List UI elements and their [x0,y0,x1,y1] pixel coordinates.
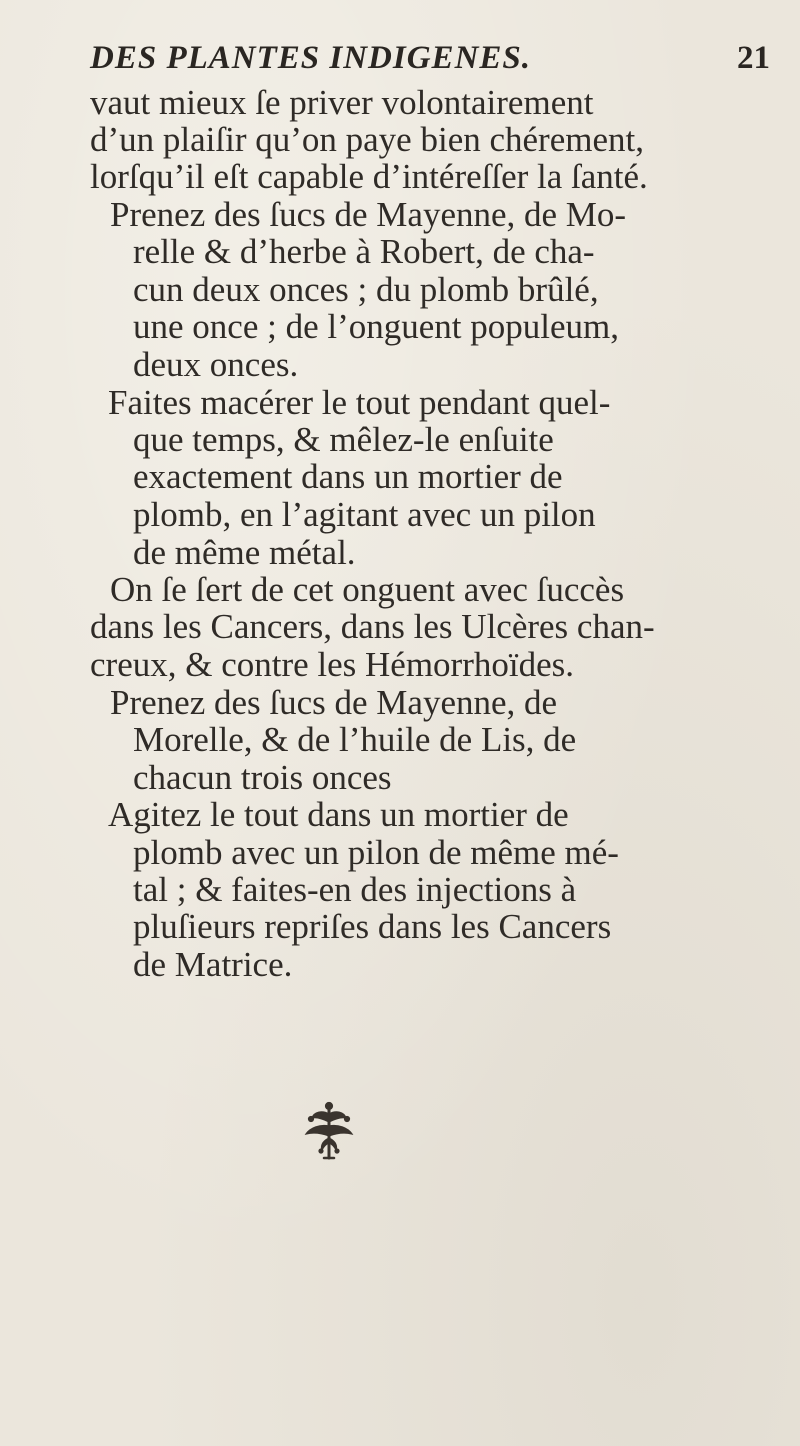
text-line: une once ; de l’onguent populeum, [133,307,619,346]
text-line: On ſe ſert de cet onguent avec ſuccès [110,570,625,609]
text-line: tal ; & faites-en des injections à [133,870,577,909]
text-line: vaut mieux ſe priver volontairement [90,83,594,122]
text-line: de Matrice. [133,945,293,984]
text-line: Faites macérer le tout pendant quel- [108,383,611,422]
text-line: pluſieurs repriſes dans les Cancers [133,907,612,946]
text-line: chacun trois onces [133,758,392,797]
text-line: Prenez des ſucs de Mayenne, de [110,683,558,722]
text-line: de même métal. [133,533,356,572]
text-line: plomb avec un pilon de même mé- [133,833,619,872]
text-line: que temps, & mêlez-le enſuite [133,420,554,459]
text-line: Agitez le tout dans un mortier de [108,795,569,834]
text-line: d’un plaiſir qu’on paye bien chérement, [90,120,644,159]
text-line: cun deux onces ; du plomb brûlé, [133,270,599,309]
text-line: dans les Cancers, dans les Ulcères chan- [90,607,655,646]
text-line: relle & d’herbe à Robert, de cha- [133,232,595,271]
text-line: lorſqu’il eſt capable d’intéreſſer la ſanté. [90,157,648,196]
page-number: 21 [737,40,770,76]
text-line: Morelle, & de l’huile de Lis, de [133,720,577,759]
text-line: creux, & contre les Hémorrhoïdes. [90,645,575,684]
text-line: exactement dans un mortier de [133,457,563,496]
text-line: plomb, en l’agitant avec un pilon [133,495,596,534]
fleuron-ornament-icon [302,1100,356,1162]
text-line: deux onces. [133,345,299,384]
running-title: DES PLANTES INDIGENES. [90,40,532,76]
text-line: Prenez des ſucs de Mayenne, de Mo- [110,195,627,234]
